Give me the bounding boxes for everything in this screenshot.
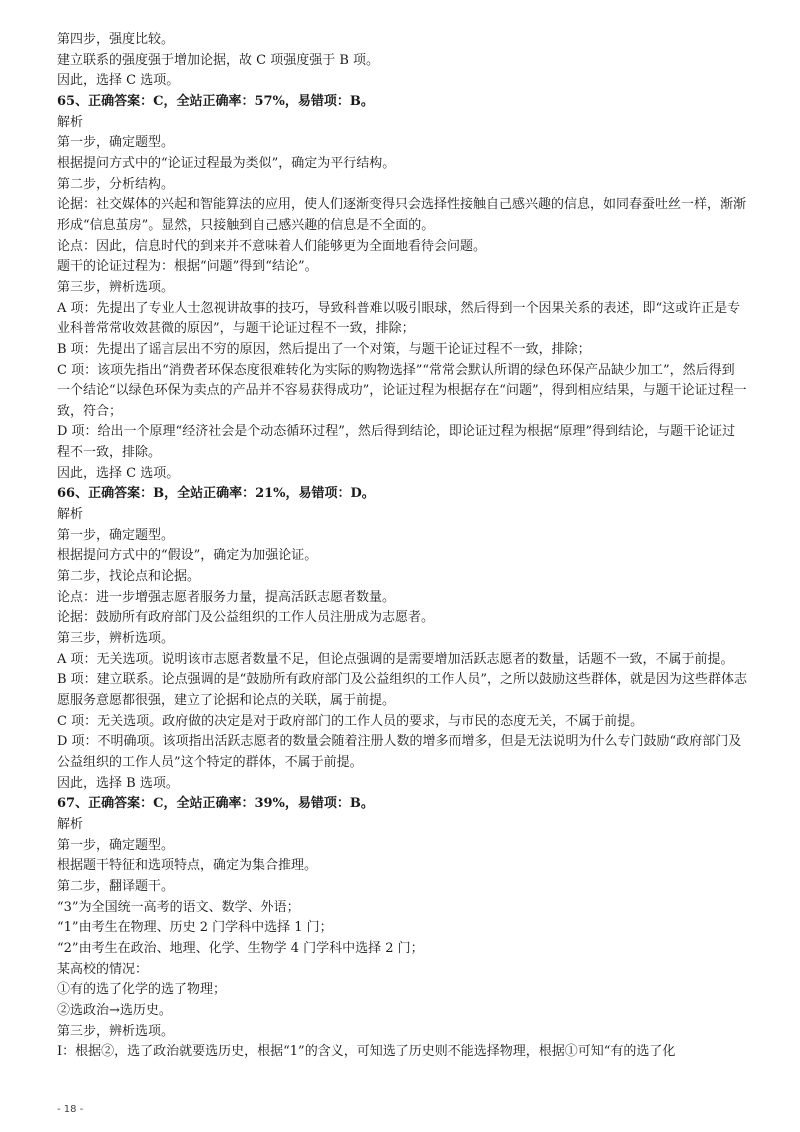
text-line: D 项：给出一个原理“经济社会是个动态循环过程”，然后得到结论，即论证过程为根据“原理”得到结论，与题干论证过程不一致，排除。 <box>57 424 736 461</box>
text-line: C 项：该项先指出“消费者环保态度很难转化为实际的购物选择”“常常会默认所谓的绿色环保产品缺少加工”，然后得到一个结论“以绿色环保为卖点的产品并不容易获得成功”，论证过程为根据存在“问题”，得到相应结果，与题干论证过程一致，符合； <box>57 362 747 419</box>
text-line: “2”由考生在政治、地理、化学、生物学 4 门学科中选择 2 门； <box>57 940 424 956</box>
text-line: ①有的选了化学的选了物理； <box>57 982 227 998</box>
text-line: 某高校的情况： <box>57 961 149 977</box>
text-line: 第二步，分析结构。 <box>57 176 175 192</box>
text-line: 因此，选择 C 选项。 <box>57 73 180 89</box>
answer-heading: 67、正确答案：C，全站正确率：39%，易错项：B。 <box>57 796 374 812</box>
text-line: 根据提问方式中的“假设”，确定为加强论证。 <box>57 548 318 564</box>
text-line: 第三步，辨析选项。 <box>57 631 175 647</box>
text-line: 解析 <box>57 114 84 130</box>
text-line: 论点：因此，信息时代的到来并不意味着人们能够更为全面地看待会问题。 <box>57 238 487 254</box>
text-line: 论据：鼓励所有政府部门及公益组织的工作人员注册成为志愿者。 <box>57 610 435 626</box>
text-line: 论点：进一步增强志愿者服务力量，提高活跃志愿者数量。 <box>57 589 396 605</box>
text-line: A 项：无关选项。说明该市志愿者数量不足，但论点强调的是需要增加活跃志愿者的数量，话题不一致，不属于前提。 <box>57 651 734 667</box>
text-line: ②选政治→选历史。 <box>57 1002 172 1018</box>
text-line: 第四步，强度比较。 <box>57 32 175 47</box>
text-line: 建立联系的强度强于增加论据，故 C 项强度强于 B 项。 <box>57 52 380 68</box>
text-line: 第一步，确定题型。 <box>57 527 175 543</box>
text-line: 解析 <box>57 507 84 523</box>
text-line: 第二步，翻译题干。 <box>57 878 175 894</box>
text-line: D 项：不明确项。该项指出活跃志愿者的数量会随着注册人数的增多而增多，但是无法说明为什么专门鼓励“政府部门及公益组织的工作人员”这个特定的群体，不属于前提。 <box>57 734 742 770</box>
text-line: 第三步，辨析选项。 <box>57 1023 175 1039</box>
page-number: - 18 - <box>57 1104 84 1115</box>
text-line: “1”由考生在物理、历史 2 门学科中选择 1 门； <box>57 920 333 936</box>
text-line: 根据题干特征和选项特点，确定为集合推理。 <box>57 858 318 874</box>
text-line: “3”为全国统一高考的语文、数学、外语； <box>57 899 300 915</box>
text-line: 第二步，找论点和论据。 <box>57 569 201 585</box>
text-line: 第三步，辨析选项。 <box>57 279 175 295</box>
text-line: B 项：建立联系。论点强调的是“鼓励所有政府部门及公益组织的工作人员”，之所以鼓励这些群体，就是因为这些群体志愿服务意愿都很强，建立了论据和论点的关联，属于前提。 <box>57 672 747 708</box>
text-line: 题干的论证过程为：根据“问题”得到“结论”。 <box>57 259 318 275</box>
answer-heading: 66、正确答案：B，全站正确率：21%，易错项：D。 <box>57 486 375 502</box>
text-line: 根据提问方式中的“论证过程最为类似”，确定为平行结构。 <box>57 155 396 171</box>
text-line: A 项：先提出了专业人士忽视讲故事的技巧，导致科普难以吸引眼球，然后得到一个因果关系的表述，即“这或许正是专业科普常常收效甚微的原因”，与题干论证过程不一致，排除； <box>57 300 741 337</box>
text-line: B 项：先提出了谣言层出不穷的原因，然后提出了一个对策，与题干论证过程不一致，排除； <box>57 341 591 357</box>
text-line: 因此，选择 C 选项。 <box>57 465 180 481</box>
text-line: 第一步，确定题型。 <box>57 837 175 853</box>
document-body <box>57 30 747 1063</box>
text-line: C 项：无关选项。政府做的决定是对于政府部门的工作人员的要求，与市民的态度无关，不属于前提。 <box>57 713 644 729</box>
text-line: 第一步，确定题型。 <box>57 135 175 151</box>
answer-heading: 65、正确答案：C，全站正确率：57%，易错项：B。 <box>57 93 374 109</box>
text-line: I：根据②，选了政治就要选历史，根据“1”的含义，可知选了历史则不能选择物理，根据①可知“有的选了化 <box>57 1044 676 1060</box>
text-line: 论据：社交媒体的兴起和智能算法的应用，使人们逐渐变得只会选择性接触自己感兴趣的信息，如同春蚕吐丝一样，渐渐形成“信息茧房”。显然，只接触到自己感兴趣的信息是不全面的。 <box>57 197 747 233</box>
text-line: 因此，选择 B 选项。 <box>57 775 179 791</box>
text-line: 解析 <box>57 816 84 832</box>
